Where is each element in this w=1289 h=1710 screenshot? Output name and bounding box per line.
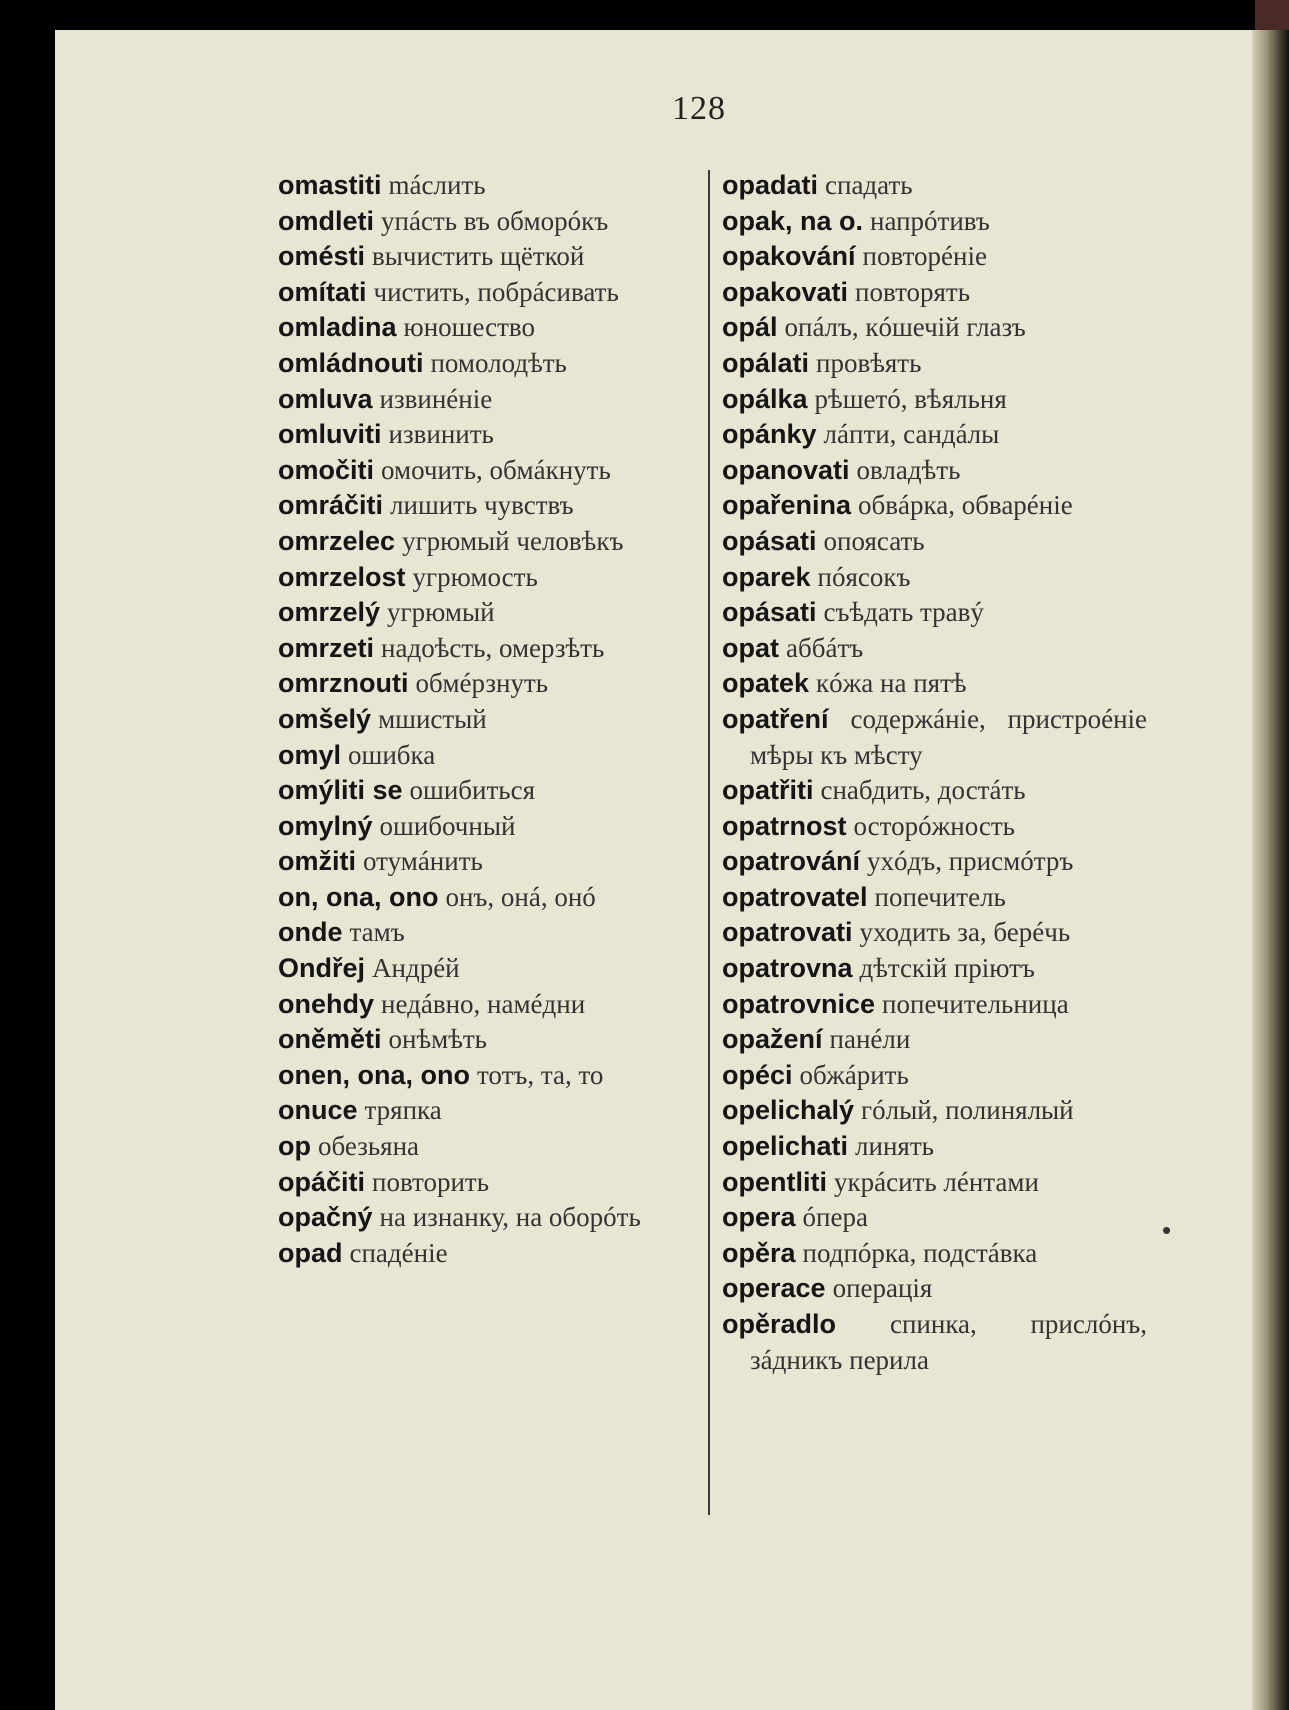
entry-translation: обезьяна bbox=[318, 1131, 420, 1162]
entry-headword: omdleti bbox=[278, 205, 375, 236]
entry-headword: omrzelost bbox=[278, 561, 406, 592]
entry-translation: ухóдъ, присмóтръ bbox=[867, 846, 1074, 877]
entry-headword: opakovati bbox=[722, 276, 849, 307]
entry-headword: omočiti bbox=[278, 454, 375, 485]
dictionary-entry bbox=[278, 844, 698, 880]
dictionary-entry bbox=[278, 310, 698, 346]
page-number: 128 bbox=[672, 90, 726, 127]
entry-headword: opat bbox=[722, 632, 779, 663]
entry-translation: уходить за, берéчь bbox=[859, 917, 1071, 948]
entry-translation: напрóтивъ bbox=[870, 205, 990, 236]
entry-headword: omastiti bbox=[278, 170, 382, 200]
dictionary-entry bbox=[722, 310, 1147, 346]
entry-translation: угрюмость bbox=[412, 561, 538, 592]
dictionary-entry bbox=[722, 204, 1147, 240]
dictionary-entry bbox=[722, 595, 1147, 631]
dictionary-entry bbox=[278, 631, 698, 667]
entry-headword: omráčiti bbox=[278, 490, 384, 521]
entry-headword: omluva bbox=[278, 383, 373, 414]
entry-translation: обмéрзнуть bbox=[415, 668, 549, 699]
dictionary-entry bbox=[278, 488, 698, 524]
dictionary-entry bbox=[278, 1093, 698, 1129]
entry-headword: opatrovnice bbox=[722, 988, 876, 1019]
entry-headword: opak, na o. bbox=[722, 205, 864, 236]
entry-headword: opatek bbox=[722, 668, 810, 699]
entry-translation: помолодѣть bbox=[430, 347, 567, 378]
dictionary-entry bbox=[722, 239, 1147, 275]
dictionary-entry bbox=[722, 631, 1147, 667]
entry-translation: кóжа на пятѣ bbox=[816, 668, 967, 699]
entry-headword: omšelý bbox=[278, 703, 372, 734]
entry-translation: упáсть въ обморóкъ bbox=[381, 205, 609, 236]
entry-translation: дѣтскій пріютъ bbox=[859, 953, 1035, 984]
entry-headword: opelichati bbox=[722, 1131, 849, 1162]
entry-translation: повторéніе bbox=[862, 241, 987, 272]
entry-translation: осторóжность bbox=[853, 810, 1015, 841]
entry-headword: onehdy bbox=[278, 988, 375, 1019]
entry-translation: онъ, онá, онó bbox=[445, 881, 596, 912]
entry-headword: opál bbox=[722, 312, 778, 343]
entry-translation: омочить, обмáкнуть bbox=[381, 454, 611, 485]
entry-translation: операція bbox=[832, 1273, 933, 1304]
dictionary-entry bbox=[278, 1129, 698, 1165]
dictionary-entry bbox=[278, 560, 698, 596]
entry-translation: онѣмѣть bbox=[388, 1024, 487, 1055]
dictionary-entry bbox=[278, 346, 698, 382]
entry-headword: omluviti bbox=[278, 419, 382, 450]
entry-translation: тотъ, та, то bbox=[476, 1059, 604, 1090]
dictionary-entry bbox=[278, 915, 698, 951]
entry-headword: omyl bbox=[278, 739, 342, 770]
entry-translation: повторять bbox=[855, 276, 971, 307]
entry-translation: тряпка bbox=[364, 1095, 442, 1126]
dictionary-entry bbox=[722, 951, 1147, 987]
page-spine-shadow bbox=[1252, 30, 1289, 1710]
dictionary-entry bbox=[722, 1271, 1147, 1307]
entry-translation: надоѣсть, омерзѣть bbox=[381, 632, 605, 663]
entry-headword: opásati bbox=[722, 525, 817, 556]
dictionary-entry bbox=[278, 773, 698, 809]
entry-headword: Ondřej bbox=[278, 953, 366, 984]
entry-headword: omítati bbox=[278, 276, 367, 307]
entry-headword: oparek bbox=[722, 561, 811, 592]
entry-translation: пóясокъ bbox=[817, 561, 911, 592]
entry-translation: спадать bbox=[825, 170, 913, 200]
entry-translation: аббáтъ bbox=[786, 632, 864, 663]
dictionary-entry bbox=[722, 524, 1147, 560]
entry-translation: máслить bbox=[388, 170, 486, 200]
entry-translation: опáлъ, кóшечій глазъ bbox=[784, 312, 1026, 343]
dictionary-entry bbox=[722, 382, 1147, 418]
entry-headword: operace bbox=[722, 1273, 826, 1304]
dictionary-entry bbox=[722, 1022, 1147, 1058]
entry-translation: спадéніе bbox=[349, 1237, 448, 1268]
entry-translation: провѣять bbox=[816, 347, 922, 378]
entry-translation: панéли bbox=[829, 1024, 911, 1055]
entry-headword: opanovati bbox=[722, 454, 850, 485]
entry-translation: ошибочный bbox=[379, 810, 516, 841]
entry-headword: op bbox=[278, 1131, 311, 1162]
entry-translation: угрюмый bbox=[387, 597, 495, 628]
dictionary-entry bbox=[722, 346, 1147, 382]
dictionary-entry bbox=[278, 595, 698, 631]
entry-translation: овладѣть bbox=[856, 454, 961, 485]
entry-headword: opatrnost bbox=[722, 810, 847, 841]
dictionary-entry bbox=[278, 987, 698, 1023]
dictionary-entry bbox=[722, 702, 1147, 773]
entry-translation: Андрéй bbox=[372, 953, 460, 984]
entry-translation: ошибиться bbox=[409, 775, 535, 806]
entry-translation: содержáніе, пристроéніе мѣры къ мѣсту bbox=[750, 703, 1148, 770]
entry-translation: рѣшетó, вѣяльня bbox=[814, 383, 1007, 414]
dictionary-entry bbox=[722, 488, 1147, 524]
entry-translation: спинка, прислóнъ, зáдникъ перила bbox=[750, 1309, 1147, 1375]
margin-mark: • bbox=[1162, 1215, 1172, 1245]
entry-headword: opakování bbox=[722, 241, 856, 272]
dictionary-entry bbox=[278, 738, 698, 774]
dictionary-entry bbox=[278, 417, 698, 453]
entry-headword: opad bbox=[278, 1237, 343, 1268]
dictionary-entry bbox=[278, 1022, 698, 1058]
entry-headword: omésti bbox=[278, 241, 366, 272]
dictionary-entry bbox=[722, 417, 1147, 453]
dictionary-entry bbox=[722, 1236, 1147, 1272]
column-divider bbox=[708, 170, 710, 1515]
entry-translation: на изнанку, на оборóть bbox=[379, 1202, 641, 1233]
entry-headword: omladina bbox=[278, 312, 397, 343]
entry-headword: opelichalý bbox=[722, 1095, 855, 1126]
entry-headword: oněměti bbox=[278, 1024, 382, 1055]
entry-translation: попечитель bbox=[874, 881, 1006, 912]
entry-headword: on, ona, ono bbox=[278, 881, 439, 912]
dictionary-entry bbox=[278, 1236, 698, 1272]
dictionary-entry bbox=[278, 524, 698, 560]
dictionary-entry bbox=[278, 453, 698, 489]
entry-translation: повторить bbox=[372, 1166, 490, 1197]
entry-translation: недáвно, намéдни bbox=[381, 988, 586, 1019]
entry-headword: opěradlo bbox=[722, 1309, 837, 1339]
entry-headword: onuce bbox=[278, 1095, 358, 1126]
dictionary-entry bbox=[278, 951, 698, 987]
entry-headword: opatrování bbox=[722, 846, 861, 877]
entry-headword: opatrovatel bbox=[722, 881, 868, 912]
entry-translation: тамъ bbox=[349, 917, 405, 948]
entry-headword: opálati bbox=[722, 347, 810, 378]
entry-headword: opáčiti bbox=[278, 1166, 366, 1197]
dictionary-entry bbox=[278, 204, 698, 240]
entry-translation: отумáнить bbox=[363, 846, 483, 877]
entry-translation: óпера bbox=[802, 1202, 868, 1233]
entry-translation: чистить, побрáсивать bbox=[373, 276, 619, 307]
dictionary-entry bbox=[278, 168, 698, 204]
entry-headword: opálka bbox=[722, 383, 808, 414]
entry-translation: ошибка bbox=[348, 739, 436, 770]
entry-translation: линять bbox=[855, 1131, 934, 1162]
dictionary-entry bbox=[278, 239, 698, 275]
entry-headword: opěra bbox=[722, 1237, 796, 1268]
entry-headword: omrzeti bbox=[278, 632, 375, 663]
entry-headword: opatrovna bbox=[722, 953, 853, 984]
entry-headword: omylný bbox=[278, 810, 373, 841]
entry-headword: omrznouti bbox=[278, 668, 409, 699]
entry-headword: opásati bbox=[722, 597, 817, 628]
entry-headword: opatření bbox=[722, 703, 829, 734]
entry-translation: юношество bbox=[403, 312, 535, 343]
right-column bbox=[722, 168, 1147, 1378]
entry-translation: мшистый bbox=[378, 703, 487, 734]
entry-translation: лишить чувствъ bbox=[390, 490, 574, 521]
entry-translation: укрáсить лéнтами bbox=[833, 1166, 1039, 1197]
entry-headword: onen, ona, ono bbox=[278, 1059, 470, 1090]
entry-headword: omrzelý bbox=[278, 597, 381, 628]
dictionary-entry bbox=[722, 1165, 1147, 1201]
entry-headword: omžiti bbox=[278, 846, 356, 877]
entry-headword: opéci bbox=[722, 1059, 793, 1090]
entry-translation: обжáрить bbox=[799, 1059, 909, 1090]
dictionary-entry bbox=[278, 880, 698, 916]
entry-headword: omrzelec bbox=[278, 525, 396, 556]
dictionary-entry bbox=[722, 1307, 1147, 1378]
entry-headword: opatrovati bbox=[722, 917, 853, 948]
dictionary-entry bbox=[722, 275, 1147, 311]
entry-headword: opánky bbox=[722, 419, 817, 450]
entry-translation: съѣдать травý bbox=[823, 597, 984, 628]
dictionary-entry bbox=[722, 915, 1147, 951]
entry-headword: opentliti bbox=[722, 1166, 827, 1197]
entry-translation: угрюмый человѣкъ bbox=[402, 525, 624, 556]
dictionary-entry bbox=[722, 880, 1147, 916]
dictionary-entry bbox=[278, 1165, 698, 1201]
entry-headword: omládnouti bbox=[278, 347, 424, 378]
entry-headword: opera bbox=[722, 1202, 796, 1233]
entry-headword: onde bbox=[278, 917, 343, 948]
entry-translation: гóлый, полинялый bbox=[861, 1095, 1074, 1126]
entry-translation: обвáрка, обварéніе bbox=[858, 490, 1073, 521]
entry-headword: omýliti se bbox=[278, 775, 403, 806]
entry-translation: извинéніе bbox=[379, 383, 493, 414]
entry-headword: opažení bbox=[722, 1024, 823, 1055]
dictionary-entry bbox=[278, 1200, 698, 1236]
entry-headword: opařenina bbox=[722, 490, 852, 521]
dictionary-entry bbox=[722, 987, 1147, 1023]
entry-translation: снабдить, достáть bbox=[820, 775, 1026, 806]
dictionary-entry bbox=[278, 702, 698, 738]
dictionary-entry bbox=[722, 1129, 1147, 1165]
entry-headword: opadati bbox=[722, 170, 819, 200]
dictionary-entry bbox=[722, 168, 1147, 204]
dictionary-entry bbox=[722, 773, 1147, 809]
dictionary-entry bbox=[722, 453, 1147, 489]
entry-translation: опоясать bbox=[823, 525, 925, 556]
dictionary-entry bbox=[722, 1200, 1147, 1236]
entry-translation: извинить bbox=[388, 419, 494, 450]
entry-headword: opatřiti bbox=[722, 775, 814, 806]
dictionary-entry bbox=[278, 666, 698, 702]
left-column bbox=[278, 168, 698, 1271]
entry-headword: opačný bbox=[278, 1202, 373, 1233]
entry-translation: подпóрка, подстáвка bbox=[802, 1237, 1038, 1268]
book-edge-top bbox=[1255, 0, 1289, 30]
entry-translation: попечительница bbox=[882, 988, 1069, 1019]
dictionary-entry bbox=[722, 1093, 1147, 1129]
dictionary-entry bbox=[722, 1058, 1147, 1094]
dictionary-entry bbox=[278, 382, 698, 418]
dictionary-entry bbox=[278, 275, 698, 311]
entry-translation: вычистить щёткой bbox=[372, 241, 585, 272]
dictionary-entry bbox=[722, 809, 1147, 845]
dictionary-entry bbox=[278, 1058, 698, 1094]
dictionary-entry bbox=[722, 560, 1147, 596]
dictionary-entry bbox=[722, 844, 1147, 880]
dictionary-entry bbox=[722, 666, 1147, 702]
dictionary-entry bbox=[278, 809, 698, 845]
entry-translation: лáпти, сандáлы bbox=[823, 419, 1000, 450]
